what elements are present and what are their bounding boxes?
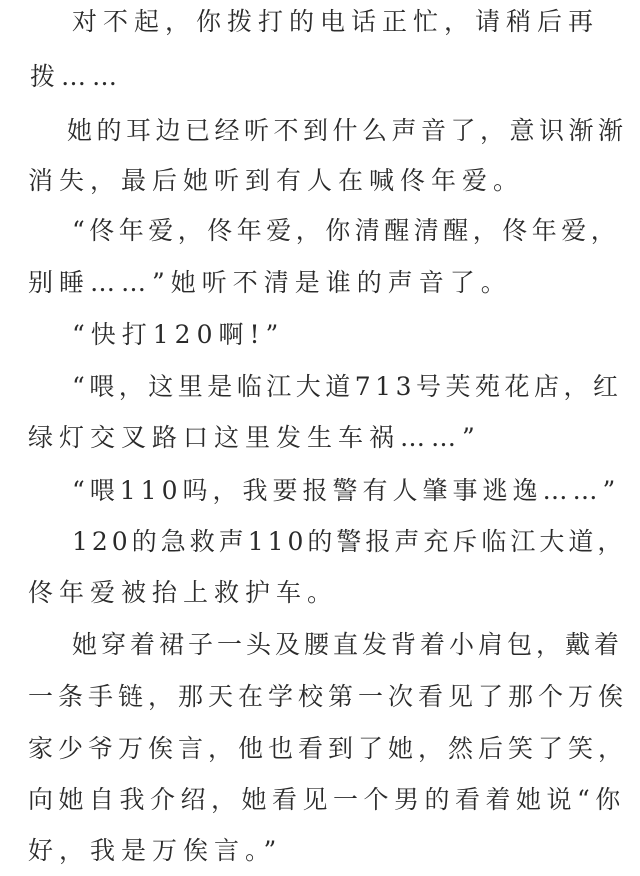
text-line-8: “喂，这里是临江大道713号芙苑花店，红 — [72, 372, 623, 401]
text-line-12: 佟年爱被抬上救护车。 — [28, 578, 339, 607]
text-line-11: 120的急救声110的警报声充斥临江大道， — [72, 527, 627, 556]
text-line-1: 对不起，你拨打的电话正忙，请稍后再 — [72, 7, 600, 36]
text-line-13: 她穿着裙子一头及腰直发背着小肩包，戴着 — [72, 630, 624, 659]
text-line-15: 家少爷万俟言，他也看到了她，然后笑了笑， — [28, 734, 629, 763]
text-line-10: “喂110吗，我要报警有人肇事逃逸……” — [72, 476, 621, 505]
text-line-5: “佟年爱，佟年爱，你清醒清醒，佟年爱， — [72, 216, 621, 245]
text-line-3: 她的耳边已经听不到什么声音了，意识渐渐 — [67, 116, 628, 145]
text-line-2: 拨…… — [30, 62, 124, 91]
text-line-9: 绿灯交叉路口这里发生车祸……” — [28, 423, 481, 452]
text-line-14: 一条手链，那天在学校第一次看见了那个万俟 — [28, 682, 629, 711]
text-line-17: 好，我是万俟言。” — [28, 836, 283, 865]
text-line-7: “快打120啊!” — [72, 320, 285, 349]
text-line-4: 消失，最后她听到有人在喊佟年爱。 — [28, 166, 525, 195]
text-line-16: 向她自我介绍，她看见一个男的看着她说“你 — [28, 785, 626, 814]
text-line-6: 别睡……”她听不清是谁的声音了。 — [28, 268, 512, 297]
